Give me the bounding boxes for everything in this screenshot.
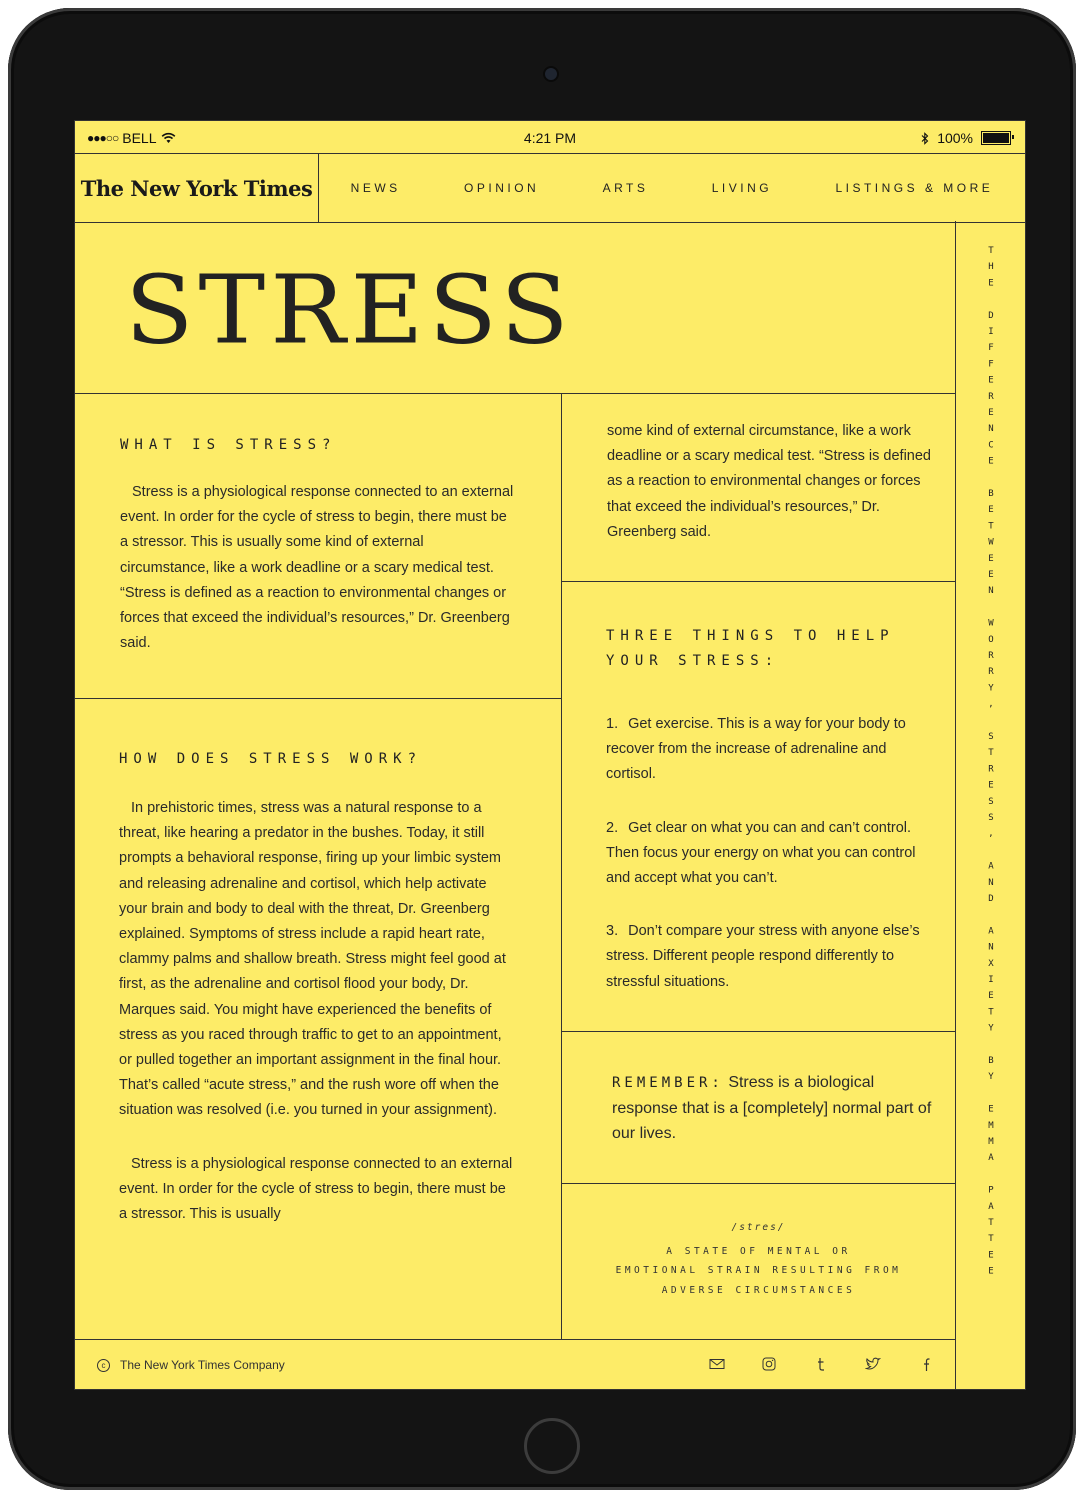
battery-percent: 100% [937, 130, 973, 146]
section-definition [562, 1184, 955, 1339]
mail-icon[interactable] [709, 1356, 725, 1372]
section-continued [562, 393, 955, 582]
site-footer [75, 1339, 955, 1390]
bluetooth-icon [921, 132, 929, 145]
list-item: 1. Get exercise. This is a way for your body to recover from the increase of adrenaline and cortisol. [606, 716, 906, 783]
status-time: 4:21 PM [523, 130, 577, 146]
twitter-icon[interactable] [865, 1356, 881, 1372]
battery-icon [981, 131, 1011, 145]
nav-news[interactable]: NEWS [350, 181, 401, 195]
status-bar [75, 121, 1025, 153]
section-heading: WHAT IS STRESS? [120, 437, 337, 453]
tumblr-icon[interactable] [813, 1356, 829, 1372]
facebook-icon[interactable] [917, 1356, 933, 1372]
social-links [709, 1356, 933, 1372]
side-strip [955, 221, 1026, 1390]
company-name[interactable]: The New York Times Company [120, 1358, 285, 1372]
signal-strength-icon: ●●●○○ [87, 131, 119, 145]
copyright [97, 1358, 285, 1372]
section-body: Stress is a physiological response connected to an external event. In order for the cycle of stress to begin, there must be a stressor. This is usually [119, 1155, 513, 1223]
pronunciation: /stres/ [731, 1222, 786, 1233]
nav-living[interactable]: LIVING [711, 181, 773, 195]
hero [75, 221, 955, 394]
definition-line: A STATE OF MENTAL OR [666, 1245, 851, 1257]
list-item: 3. Don’t compare your stress with anyone else’s stress. Different people respond differently to stressful situations. [606, 923, 920, 990]
section-body: Stress is a physiological response connected to an external event. In order for the cycle of stress to begin, there must be a stressor. This is usually some kind of external circumstance, like a work deadline or a scary medical test. “Stress is defined as a reaction to environmental changes or forces that exceed the individual’s resources,” Dr. Greenberg said. [120, 484, 514, 652]
section-three-things [562, 582, 955, 1032]
right-column [562, 393, 955, 1339]
battery-fill [983, 133, 1009, 143]
section-remember [562, 1032, 955, 1184]
nav-arts[interactable]: ARTS [602, 181, 649, 195]
tablet-frame [8, 8, 1076, 1490]
site-header [75, 153, 1025, 223]
instagram-icon[interactable] [761, 1356, 777, 1372]
list-item: 2. Get clear on what you can and can’t control. Then focus your energy on what you can control and accept what you can’t. [606, 819, 916, 887]
definition-line: ADVERSE CIRCUMSTANCES [661, 1284, 856, 1296]
home-button[interactable] [524, 1418, 580, 1474]
section-body: In prehistoric times, stress was a natural response to a threat, like hearing a predator in the bushes. Today, it still prompts a behavioral response, firing up your limbic system and releasing adrenaline and cortisol, which help activate your brain and body to deal with the threat, Dr. Greenberg explained. Symptoms of stress include a rapid heart rate, clammy palms and shallow breath. Stress might feel good at first, as the adrenaline and cortisol flood your body, Dr. Marques said. You might have experienced the benefits of stress as you raced through traffic to get to an appointment, or pulled together an important assignment in the final hour. That’s called “acute stress,” and the rush wore off when the situation was resolved (i.e. you turned in your assignment). [119, 800, 506, 1119]
section-body: some kind of external circumstance, like a work deadline or a scary medical test. “Stress is defined as a reaction to environmental changes or forces that exceed the individual’s resources,” Dr. Greenberg said. [607, 423, 931, 540]
section-heading: HOW DOES STRESS WORK? [119, 751, 423, 767]
definition-line: EMOTIONAL STRAIN RESULTING FROM [615, 1265, 902, 1276]
camera-icon [543, 66, 559, 82]
carrier-label: BELL [122, 130, 157, 146]
left-column [75, 393, 562, 1339]
page-title: STRESS [125, 253, 574, 366]
status-right [921, 130, 1011, 146]
nav-opinion[interactable]: OPINION [464, 181, 540, 195]
nyt-logo[interactable]: The New York Times [75, 154, 319, 222]
section-how-does-stress-work [75, 699, 561, 1339]
nav-listings-more[interactable]: LISTINGS & MORE [835, 181, 994, 195]
remember-text: REMEMBER: Stress is a biological response that is a [completely] normal part of our lives. [612, 1074, 932, 1142]
article-byline-vertical: THE DIFFERENCE BETWEEN WORRY, STRESS, AND ANXIETY BY EMMA PATTEE [986, 246, 996, 1283]
main-nav [319, 154, 1025, 222]
copyright-icon: c [97, 1359, 110, 1372]
tips-list [606, 712, 935, 995]
remember-label: REMEMBER: [612, 1075, 724, 1091]
section-heading: THREE THINGS TO HELP YOUR STRESS: [606, 628, 895, 669]
section-what-is-stress [75, 393, 561, 699]
screen [74, 120, 1026, 1390]
